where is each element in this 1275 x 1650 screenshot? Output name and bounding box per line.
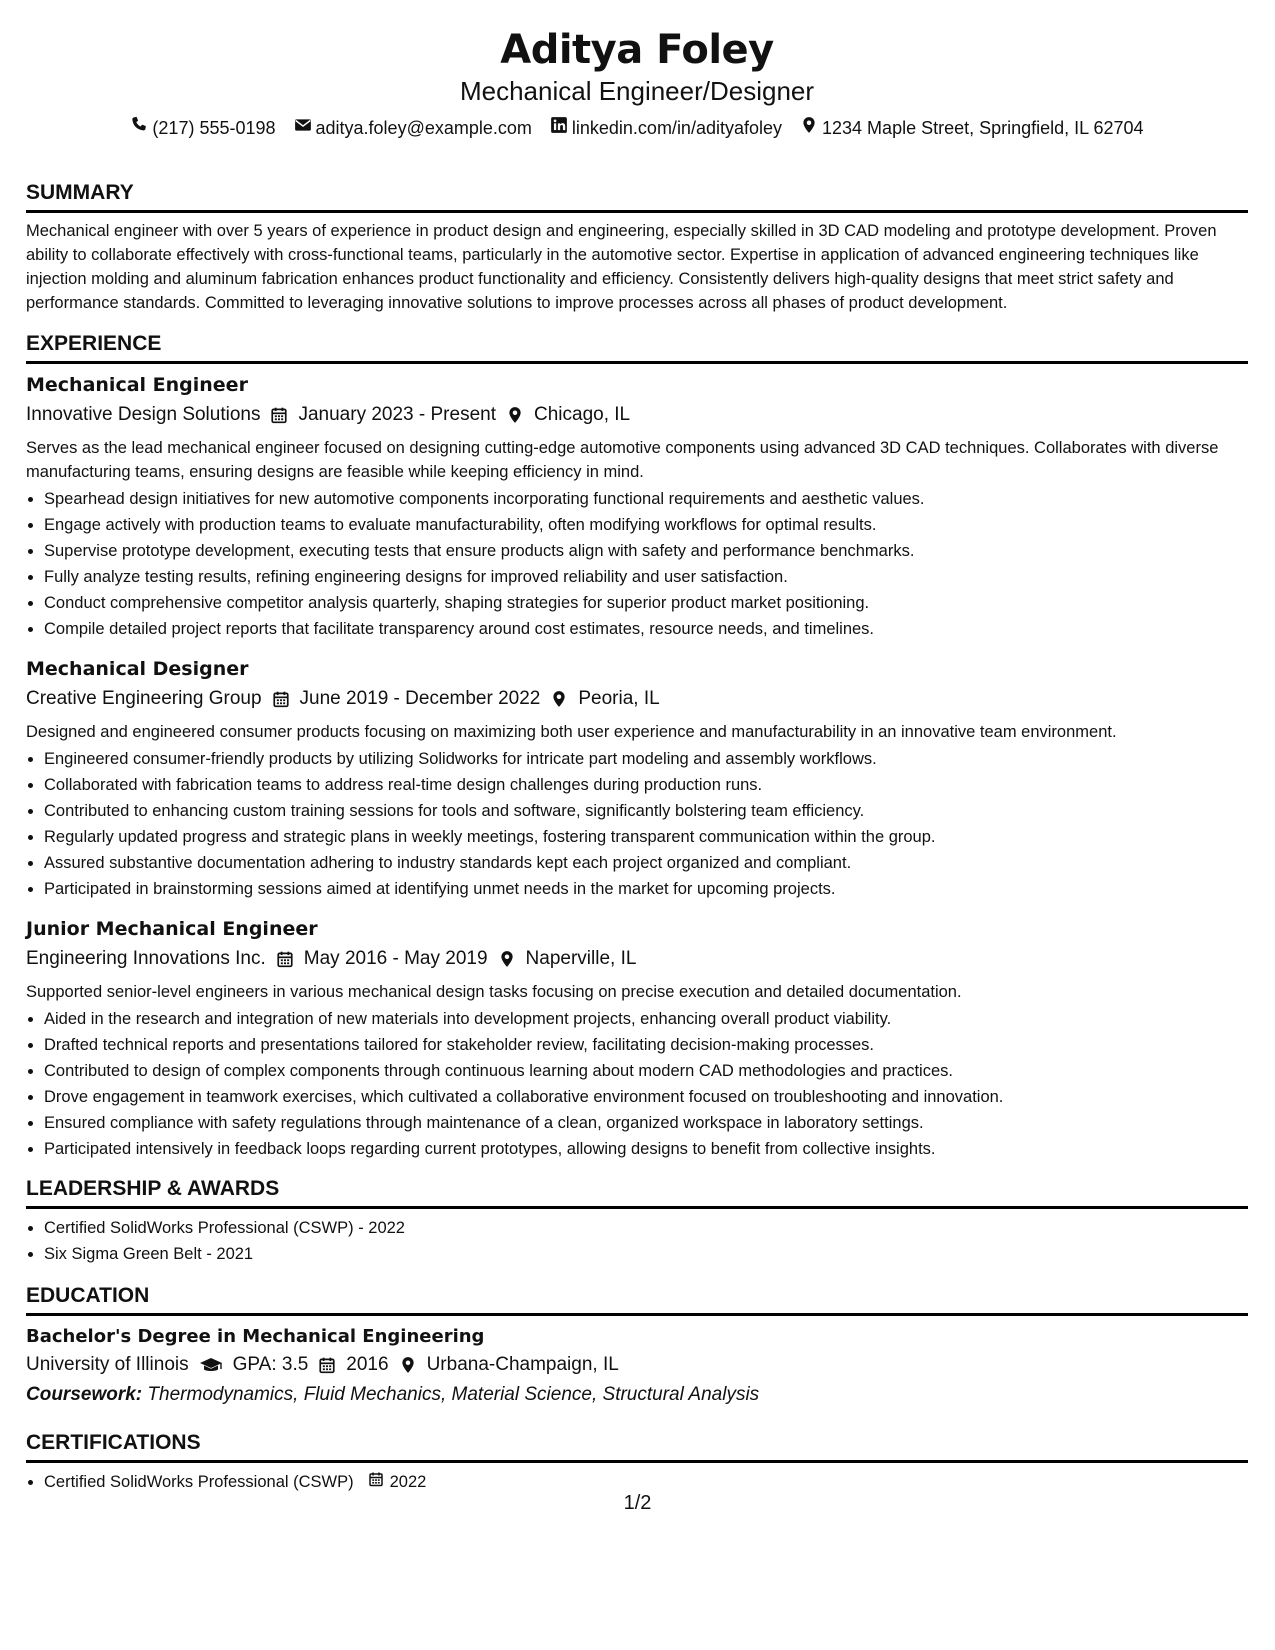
candidate-name: Aditya Foley [500,27,774,73]
school-location: Urbana-Champaign, IL [426,1354,619,1375]
map-pin-icon [550,690,568,708]
coursework-label: Coursework: [26,1384,143,1405]
list-item: • Contributed to design of complex components through continuous learning about modern CAD methodologies and practices. [44,1058,1248,1084]
phone-text: (217) 555-0198 [152,118,276,138]
list-item: • Six Sigma Green Belt - 2021 [44,1241,1248,1267]
resume-header [26,0,1248,140]
job-description: Designed and engineered consumer products focusing on maximizing both user experience and manufacturability in an innovative team environment. [26,723,1117,741]
job-entry [26,372,1248,642]
contact-bar [26,116,1248,140]
graduation-cap-icon [199,1357,223,1373]
contact-email[interactable] [294,116,532,140]
list-item: • Collaborated with fabrication teams to address real-time design challenges during production runs. [44,772,1248,798]
education-meta [26,1350,1248,1380]
list-item: • Engage actively with production teams to evaluate manufacturability, often modifying workflows for optimal results. [44,512,1248,538]
summary-section [26,180,1248,315]
email-link[interactable]: aditya.foley@example.com [315,118,532,138]
envelope-icon [294,116,312,140]
section-heading: EDUCATION [26,1283,1248,1316]
coursework-list: Thermodynamics, Fluid Mechanics, Material Science, Structural Analysis [147,1384,760,1405]
education-section [26,1283,1248,1410]
company-name: Creative Engineering Group [26,688,262,709]
address-text: 1234 Maple Street, Springfield, IL 62704 [822,118,1144,138]
experience-section [26,331,1248,1162]
candidate-title: Mechanical Engineer/Designer [459,76,815,106]
certifications-section [26,1430,1248,1495]
list-item: • Drove engagement in teamwork exercises, which cultivated a collaborative environment focused on troubleshooting and innovation. [44,1084,1248,1110]
job-location: Peoria, IL [578,688,660,709]
company-name: Engineering Innovations Inc. [26,948,266,969]
list-item: • Supervise prototype development, executing tests that ensure products align with safety and performance benchmarks. [44,538,1248,564]
list-item: • Certified SolidWorks Professional (CSWP) - 2022 [44,1215,1248,1241]
cert-name: • Certified SolidWorks Professional (CSWP) [44,1473,354,1491]
map-pin-icon [506,406,524,424]
list-item: • Compile detailed project reports that facilitate transparency around cost estimates, resource needs, and timelines. [44,616,1248,642]
graduation-year: 2016 [346,1354,389,1375]
job-dates: May 2016 - May 2019 [303,948,488,969]
list-item: • Participated intensively in feedback loops regarding current prototypes, allowing designs to benefit from collective insights. [44,1136,1248,1162]
job-entry [26,916,1248,1162]
section-heading: SUMMARY [26,180,1248,213]
cert-year: 2022 [389,1473,427,1491]
job-bullets [26,746,1248,902]
job-description: Serves as the lead mechanical engineer focused on designing cutting-edge automotive components using advanced 3D CAD techniques. Collaborates with diverse manufacturing teams, ensuring designs are feasible while keeping efficiency in mind. [26,439,1219,481]
page-number: 1/2 [623,1492,652,1514]
section-heading: EXPERIENCE [26,331,1248,364]
list-item: • Fully analyze testing results, refining engineering designs for improved reliability and user satisfaction. [44,564,1248,590]
calendar-icon [318,1356,336,1374]
job-dates: June 2019 - December 2022 [299,688,541,709]
calendar-icon [276,950,294,968]
section-heading: LEADERSHIP & AWARDS [26,1176,1248,1209]
linkedin-link[interactable]: linkedin.com/in/adityafoley [571,118,783,138]
linkedin-icon [550,116,568,140]
resume-page [26,0,1248,1495]
list-item: • Participated in brainstorming sessions aimed at identifying unmet needs in the market for upcoming projects. [44,876,1248,902]
list-item: • Drafted technical reports and presentations tailored for stakeholder review, facilitating decision-making processes. [44,1032,1248,1058]
job-dates: January 2023 - Present [298,404,496,425]
list-item: • Conduct comprehensive competitor analysis quarterly, shaping strategies for superior product market positioning. [44,590,1248,616]
calendar-icon [270,406,288,424]
list-item: • Aided in the research and integration of new materials into development projects, enhancing overall product viability. [44,1006,1248,1032]
job-location: Naperville, IL [525,948,637,969]
job-bullets [26,1006,1248,1162]
job-description: Supported senior-level engineers in various mechanical design tasks focusing on precise execution and detailed documentation. [26,983,962,1001]
coursework [26,1380,1248,1410]
job-meta [26,400,1248,430]
company-name: Innovative Design Solutions [26,404,261,425]
job-bullets [26,486,1248,642]
leadership-section [26,1176,1248,1267]
leadership-list [26,1215,1248,1267]
job-location: Chicago, IL [534,404,631,425]
list-item: • Spearhead design initiatives for new automotive components incorporating functional requirements and aesthetic values. [44,486,1248,512]
map-pin-icon [498,950,516,968]
list-item: • Engineered consumer-friendly products by utilizing Solidworks for intricate part modeling and assembly workflows. [44,746,1248,772]
school-name: University of Illinois [26,1354,189,1375]
phone-icon [130,116,148,140]
job-title: Mechanical Designer [26,658,249,680]
contact-phone [130,116,275,140]
contact-linkedin[interactable] [550,116,782,140]
list-item: • Assured substantive documentation adhering to industry standards kept each project organized and compliant. [44,850,1248,876]
gpa-text: GPA: 3.5 [232,1354,309,1375]
job-entry [26,656,1248,902]
job-meta [26,944,1248,974]
job-title: Junior Mechanical Engineer [26,918,318,940]
contact-address [800,116,1144,140]
degree-title: Bachelor's Degree in Mechanical Engineering [26,1326,485,1347]
map-pin-icon [800,116,818,140]
calendar-icon [272,690,290,708]
summary-text: Mechanical engineer with over 5 years of experience in product design and engineering, especially skilled in 3D CAD modeling and prototype development. Proven ability to collaborate effectively with cross-functional teams, particularly in the automotive sector. Expertise in application of advanced engineering techniques like injection molding and aluminum fabrication enhances product functionality and efficiency. Consistently delivers high-quality designs that meet strict safety and performance standards. Committed to leveraging innovative solutions to improve processes across all phases of product development. [26,222,1217,312]
section-heading: CERTIFICATIONS [26,1430,1248,1463]
list-item: • Ensured compliance with safety regulations through maintenance of a clean, organized workspace in laboratory settings. [44,1110,1248,1136]
list-item: • Regularly updated progress and strategic plans in weekly meetings, fostering transparent communication within the group. [44,824,1248,850]
job-title: Mechanical Engineer [26,374,248,396]
map-pin-icon [399,1356,417,1374]
job-meta [26,684,1248,714]
list-item: • Contributed to enhancing custom training sessions for tools and software, significantly bolstering team efficiency. [44,798,1248,824]
